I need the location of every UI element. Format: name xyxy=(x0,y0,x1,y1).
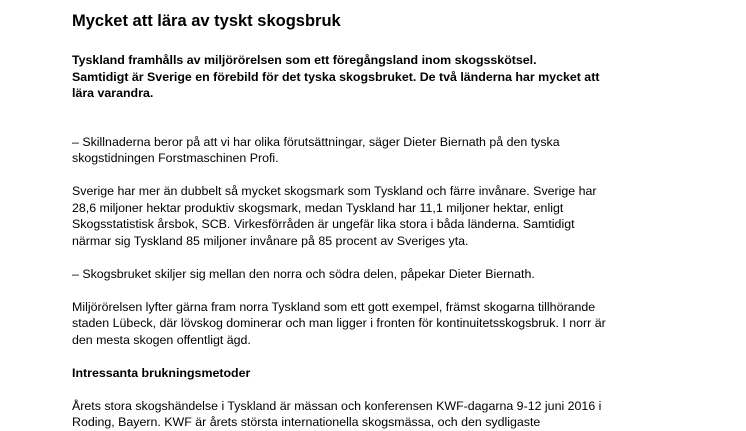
body-paragraph xyxy=(72,398,712,431)
paragraph-line: Roding, Bayern. KWF är årets största internationella skogsmässa, och den sydligaste xyxy=(72,415,541,429)
paragraph-line: Miljörörelsen lyfter gärna fram norra Tyskland som ett gott exempel, främst skogarna tillhörande xyxy=(72,299,596,314)
paragraph-line: skogstidningen Forstmaschinen Profi. xyxy=(72,151,279,165)
body-paragraph xyxy=(72,266,712,283)
paragraph-line: staden Lübeck, där lövskog dominerar och man ligger i fronten för kontinuitetsskogsbruk. I norr är xyxy=(72,316,606,330)
article-lead xyxy=(72,52,712,102)
paragraph-line: – Skogsbruket skiljer sig mellan den norra och södra delen, påpekar Dieter Biernath. xyxy=(72,266,535,281)
body-paragraph xyxy=(72,299,712,349)
paragraph-line: Sverige har mer än dubbelt så mycket skogsmark som Tyskland och färre invånare. Sverige har xyxy=(72,184,597,198)
lead-line: Tyskland framhålls av miljörörelsen som ett föregångsland inom skogsskötsel. xyxy=(72,53,537,67)
paragraph-line: Årets stora skogshändelse i Tyskland är mässan och konferensen KWF-dagarna 9-12 juni 2016 i xyxy=(72,398,602,413)
body-paragraph xyxy=(72,183,712,249)
paragraph-line: den mesta skogen offentligt ägd. xyxy=(72,332,251,347)
body-paragraph xyxy=(72,134,712,167)
paragraph-line: – Skillnaderna beror på att vi har olika förutsättningar, säger Dieter Biernath på den tyska xyxy=(72,134,560,149)
paragraph-line: Skogsstatistisk årsbok, SCB. Virkesförråden är ungefär lika stora i båda länderna. Samtidigt xyxy=(72,217,575,231)
article-title: Mycket att lära av tyskt skogsbruk xyxy=(72,12,341,30)
lead-line: Samtidigt är Sverige en förebild för det tyska skogsbruket. De två länderna har mycket att xyxy=(72,69,600,84)
paragraph-line: närmar sig Tyskland 85 miljoner invånare på 85 procent av Sveriges yta. xyxy=(72,233,469,248)
paragraph-line: 28,6 miljoner hektar produktiv skogsmark, medan Tyskland har 11,1 miljoner hektar, enligt xyxy=(72,200,564,215)
document-page xyxy=(72,12,712,431)
lead-line: lära varandra. xyxy=(72,86,154,100)
section-subheading: Intressanta brukningsmetoder xyxy=(72,365,251,380)
